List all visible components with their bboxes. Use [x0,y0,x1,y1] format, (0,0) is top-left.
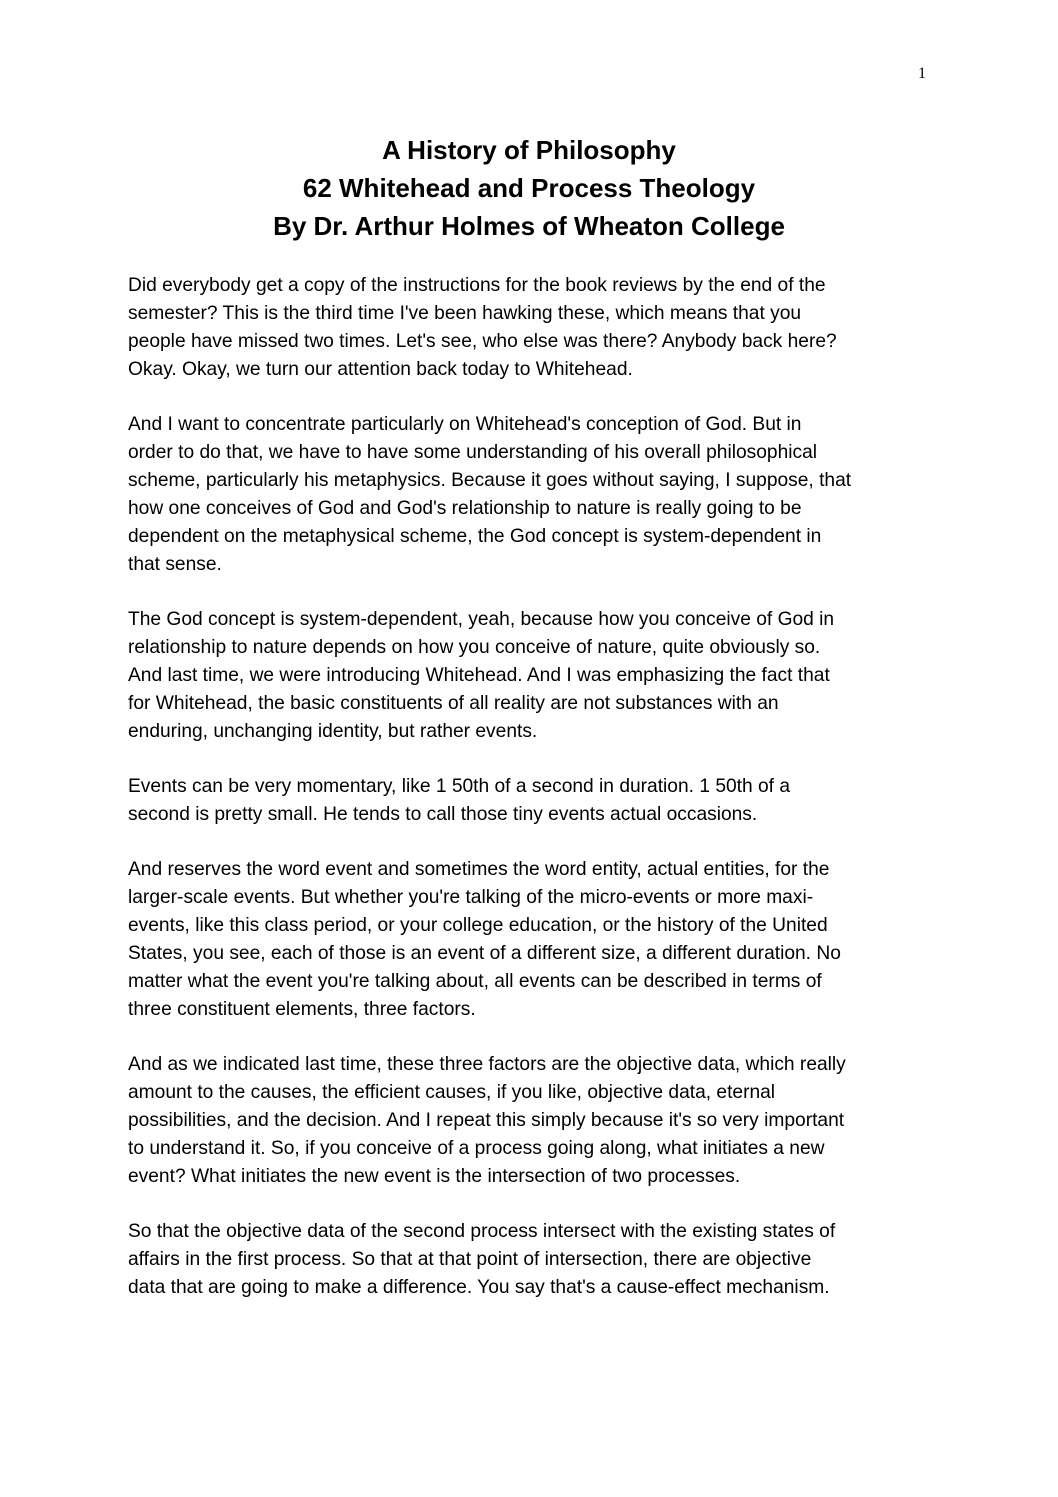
lecture-body [128,272,940,1329]
paragraph-line: to understand it. So, if you conceive of a process going along, what initiates a new [128,1138,825,1159]
title-line-series: A History of Philosophy [382,135,676,165]
paragraph-line: enduring, unchanging identity, but rather events. [128,721,538,742]
paragraph-line: order to do that, we have to have some understanding of his overall philosophical [128,442,818,463]
paragraph-line: And I want to concentrate particularly on Whitehead's conception of God. But in [128,414,802,435]
paragraph-line: events, like this class period, or your college education, or the history of the United [128,915,828,936]
paragraph-line: event? What initiates the new event is the intersection of two processes. [128,1166,741,1187]
paragraph-line: amount to the causes, the efficient causes, if you like, objective data, eternal [128,1082,776,1103]
paragraph-line: people have missed two times. Let's see, who else was there? Anybody back here? [128,331,837,352]
paragraph-line: for Whitehead, the basic constituents of all reality are not substances with an [128,693,779,714]
paragraph-7 [128,1218,940,1302]
page-number: 1 [918,65,926,82]
paragraph-line: And last time, we were introducing Whitehead. And I was emphasizing the fact that [128,665,830,686]
paragraph-5 [128,856,940,1024]
paragraph-line: Events can be very momentary, like 1 50th of a second in duration. 1 50th of a [128,776,790,797]
paragraph-line: And reserves the word event and sometimes the word entity, actual entities, for the [128,859,830,880]
paragraph-line: The God concept is system-dependent, yeah, because how you conceive of God in [128,609,835,630]
paragraph-line: affairs in the first process. So that at that point of intersection, there are objective [128,1249,812,1270]
title-line-author: By Dr. Arthur Holmes of Wheaton College [273,211,785,241]
document-title [0,131,1058,245]
paragraph-line: matter what the event you're talking about, all events can be described in terms of [128,971,822,992]
paragraph-line: possibilities, and the decision. And I repeat this simply because it's so very important [128,1110,845,1131]
paragraph-line: relationship to nature depends on how you conceive of nature, quite obviously so. [128,637,821,658]
paragraph-line: larger-scale events. But whether you're talking of the micro-events or more maxi- [128,887,814,908]
paragraph-line: And as we indicated last time, these three factors are the objective data, which really [128,1054,846,1075]
paragraph-line: States, you see, each of those is an event of a different size, a different duration. No [128,943,841,964]
paragraph-line: Did everybody get a copy of the instructions for the book reviews by the end of the [128,275,826,296]
paragraph-6 [128,1051,940,1191]
paragraph-line: Okay. Okay, we turn our attention back today to Whitehead. [128,359,633,380]
paragraph-line: So that the objective data of the second process intersect with the existing states of [128,1221,836,1242]
paragraph-line: second is pretty small. He tends to call those tiny events actual occasions. [128,804,758,825]
paragraph-line: that sense. [128,554,222,575]
paragraph-4 [128,773,940,829]
paragraph-line: three constituent elements, three factors. [128,999,476,1020]
paragraph-line: dependent on the metaphysical scheme, the God concept is system-dependent in [128,526,822,547]
paragraph-2 [128,411,940,579]
paragraph-line: data that are going to make a difference. You say that's a cause-effect mechanism. [128,1277,830,1298]
paragraph-1 [128,272,940,384]
title-line-lecture: 62 Whitehead and Process Theology [302,173,756,203]
paragraph-3 [128,606,940,746]
paragraph-line: scheme, particularly his metaphysics. Because it goes without saying, I suppose, that [128,470,852,491]
paragraph-line: semester? This is the third time I've been hawking these, which means that you [128,303,802,324]
paragraph-line: how one conceives of God and God's relationship to nature is really going to be [128,498,802,519]
